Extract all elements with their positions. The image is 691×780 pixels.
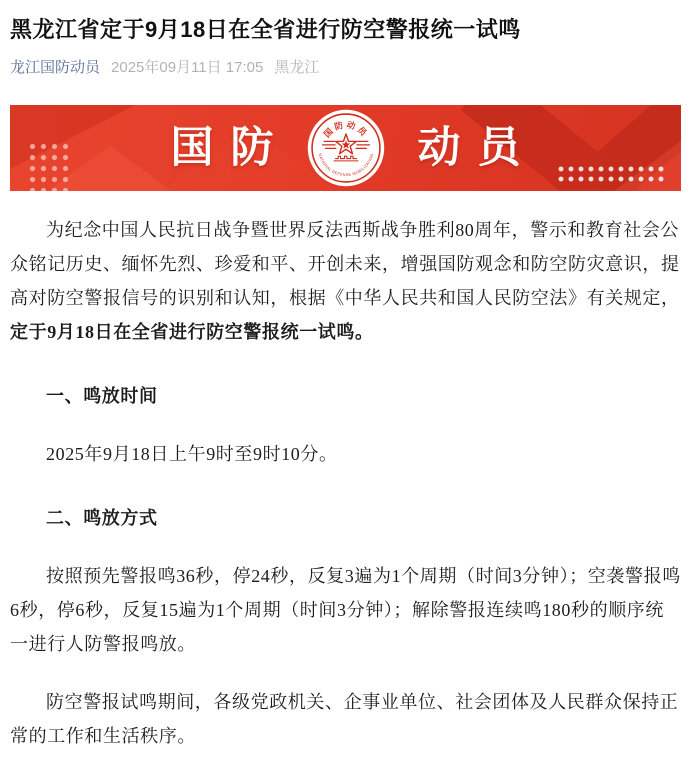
banner-image[interactable]: [10, 105, 681, 191]
banner-right-text: 动员: [417, 123, 538, 172]
publish-time: 2025年09月11日 17:05: [111, 59, 264, 76]
intro-paragraph-bold-text: 定于9月18日在全省进行防空警报统一试鸣。: [10, 322, 374, 342]
banner-left-text: 国防: [170, 123, 291, 172]
svg-text:NATIONAL DEFENSE MOBILIZATION: NATIONAL DEFENSE MOBILIZATION: [317, 152, 374, 178]
national-defense-mobilization-emblem-icon: [307, 109, 385, 187]
article-body: [10, 213, 681, 753]
article-title: 黑龙江省定于9月18日在全省进行防空警报统一试鸣: [10, 17, 521, 42]
intro-paragraph: [10, 213, 681, 349]
section2-heading: 二、鸣放方式: [46, 508, 158, 528]
intro-paragraph-text: 为纪念中国人民抗日战争暨世界反法西斯战争胜利80周年，警示和教育社会公众铭记历史、缅怀先烈、珍爱和平、开创未来，增强国防观念和防空防灾意识，提高对防空警报信号的识别和认知，根据《中华人民共和国人民防空法》有关规定，: [10, 220, 680, 308]
publish-location: 黑龙江: [274, 59, 320, 76]
section1-paragraph: 2025年9月18日上午9时至9时10分。: [46, 444, 338, 464]
section2-paragraph: 按照预先警报鸣36秒，停24秒，反复3遍为1个周期（时间3分钟）；空袭警报鸣6秒，停6秒，反复15遍为1个周期（时间3分钟）；解除警报连续鸣180秒的顺序统一进行人防警报鸣放。: [10, 566, 681, 654]
article-byline: [10, 57, 681, 78]
banner-content: [10, 105, 681, 191]
closing-paragraph: 防空警报试鸣期间，各级党政机关、企事业单位、社会团体及人民群众保持正常的工作和生活秩序。: [10, 692, 679, 746]
section1-heading: 一、鸣放时间: [46, 386, 158, 406]
account-name-link[interactable]: 龙江国防动员: [10, 59, 101, 76]
svg-text:国防动员: 国防动员: [321, 119, 370, 140]
